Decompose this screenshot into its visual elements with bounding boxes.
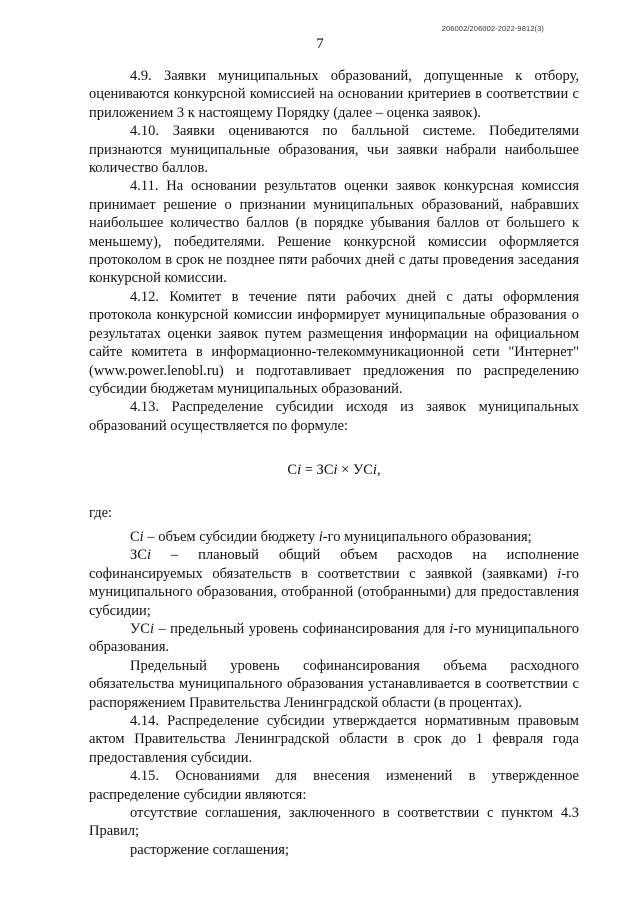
symbol-ci: С — [130, 528, 140, 545]
formula-end: , — [376, 462, 381, 479]
symbol-ci-index: i — [139, 528, 144, 545]
definition-ci-text-b: -го муниципального образования; — [322, 528, 532, 545]
paragraph-4-13: 4.13. Распределение субсидии исходя из заявок муниципальных образований осуществляется по формуле: — [89, 399, 579, 434]
definition-uci-text-a: – предельный уровень софинансирования для — [153, 620, 450, 637]
symbol-zci-index: i — [146, 547, 151, 564]
definition-ci-index: i — [318, 528, 323, 545]
where-label: где: — [89, 504, 113, 521]
paragraph-4-10: 4.10. Заявки оцениваются по балльной системе. Победителями признаются муниципальные образования, чьи заявки набрали наибольшее количество баллов. — [89, 123, 579, 177]
definition-zci-index: i — [557, 565, 562, 582]
symbol-uci-index: i — [149, 620, 154, 637]
definition-zci-text-a: – плановый общий объем расходов на исполнение софинансируемых обязательств в соответствии с заявкой (заявками) — [89, 547, 579, 582]
formula-mid-index: i — [333, 462, 338, 479]
document-body — [89, 67, 579, 859]
symbol-zci: ЗС — [130, 547, 147, 564]
formula — [89, 461, 579, 479]
paragraph-4-9: 4.9. Заявки муниципальных образований, допущенные к отбору, оцениваются конкурсной комиссией на основании критериев в соответствии с приложением 3 к настоящему Порядку (далее – оценка заявок). — [89, 68, 579, 121]
definition-ci — [89, 528, 579, 546]
list-item-termination: расторжение соглашения; — [130, 841, 289, 858]
document-id: 206002/206002-2022-9812(3) — [441, 24, 544, 33]
paragraph-4-12: 4.12. Комитет в течение пяти рабочих дней с даты оформления протокола конкурсной комиссии информирует муниципальные образования о результатах оценки заявок путем размещения информации на официальном сайте комитета в информационно-телекоммуникационной сети "Интернет" (www.power.lenobl.ru) и подготавливает предложения по распределению субсидии бюджетам муниципальных образований. — [89, 288, 579, 397]
paragraph-4-14: 4.14. Распределение субсидии утверждается нормативным правовым актом Правительства Ленинградской области в срок до 1 февраля года предоставления субсидии. — [89, 713, 579, 766]
formula-eq: = ЗС — [301, 462, 334, 479]
formula-rhs-index: i — [372, 462, 377, 479]
paragraph-cofinancing-limit: Предельный уровень софинансирования объема расходного обязательства муниципального образования устанавливается в соответствии с распоряжением Правительства Ленинградской области (в процентах). — [89, 657, 579, 711]
formula-times: × УС — [337, 462, 373, 479]
symbol-uci: УС — [130, 620, 150, 637]
formula-lhs-index: i — [297, 462, 302, 479]
page-number: 7 — [316, 36, 324, 52]
definition-uci-text-b: -го муниципального образования. — [89, 620, 579, 656]
formula-lhs: С — [287, 462, 298, 479]
paragraph-4-15: 4.15. Основаниями для внесения изменений в утвержденное распределение субсидии являются: — [89, 768, 579, 803]
definition-uci-index: i — [449, 620, 454, 637]
definition-ci-text-a: – объем субсидии бюджету — [143, 528, 319, 545]
definition-uci — [89, 620, 579, 657]
list-item-no-agreement: отсутствие соглашения, заключенного в соответствии с пунктом 4.3 Правил; — [89, 805, 579, 840]
paragraph-4-11: 4.11. На основании результатов оценки заявок конкурсная комиссия принимает решение о признании муниципальных образований, набравших наибольшее количество баллов (в порядке убывания баллов от большего к меньшему), победителями. Решение конкурсной комиссии оформляется протоколом в срок не позднее пяти рабочих дней с даты проведения заседания конкурсной комиссии. — [89, 178, 579, 287]
definition-zci — [89, 546, 579, 620]
definition-zci-text-b: -го муниципального образования, отобранной (отобранными) для предоставления субсидии; — [89, 565, 579, 619]
